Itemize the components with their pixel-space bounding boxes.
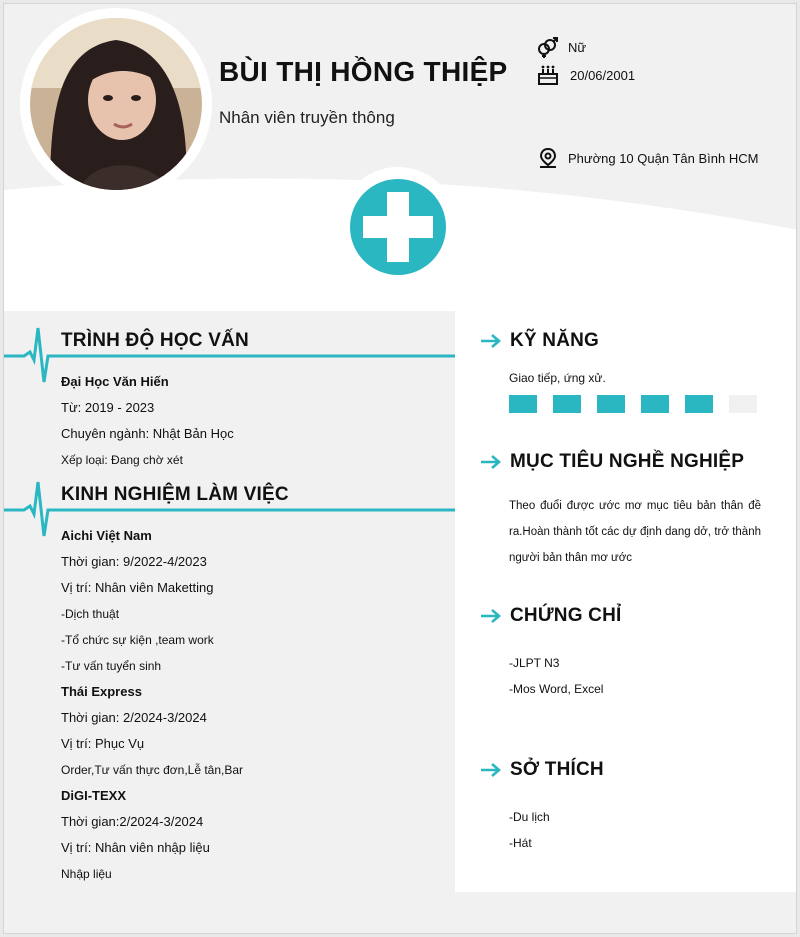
skill-name: Giao tiếp, ứng xử. — [509, 371, 606, 385]
objective-title: MỤC TIÊU NGHỀ NGHIỆP — [510, 451, 745, 472]
avatar — [30, 18, 202, 190]
address-info — [538, 147, 758, 169]
job-time: Thời gian:2/2024-3/2024 — [61, 814, 204, 829]
gender-value: Nữ — [568, 39, 587, 55]
hobby-item: -Hát — [509, 836, 532, 850]
arrow-right-icon — [480, 454, 502, 470]
school-name: Đại Học Văn Hiến — [61, 374, 169, 389]
job-position: Vị trí: Nhân viên Maketting — [61, 580, 214, 595]
hobbies-title: SỞ THÍCH — [510, 759, 604, 780]
skill-level-bar — [509, 395, 757, 413]
cv-page — [3, 3, 797, 934]
birthday-cake-icon — [536, 64, 560, 86]
skill-level-segment — [641, 395, 669, 413]
candidate-name: BÙI THỊ HỒNG THIỆP — [219, 56, 508, 87]
job-duty: -Tư vấn tuyển sinh — [61, 659, 162, 673]
experience-title: KINH NGHIỆM LÀM VIỆC — [61, 484, 289, 505]
education-rank: Xếp loại: Đang chờ xét — [61, 453, 183, 467]
certificates-title: CHỨNG CHỈ — [510, 605, 622, 626]
bottom-strip — [455, 892, 797, 934]
certificate-item: -Mos Word, Excel — [509, 682, 604, 696]
location-pin-icon — [538, 147, 558, 169]
gender-info — [536, 36, 586, 58]
gender-icon — [536, 36, 558, 58]
job-company: Thái Express — [61, 684, 142, 699]
hobby-item: -Du lịch — [509, 810, 550, 824]
job-position: Vị trí: Nhân viên nhập liệu — [61, 840, 210, 855]
objective-text: Theo đuổi được ước mơ mục tiêu bản thân đề ra.Hoàn thành tốt các dự định dang dở, trở thành người bản thân mơ ước — [509, 500, 761, 564]
job-duty: -Dịch thuật — [61, 607, 120, 621]
job-time: Thời gian: 2/2024-3/2024 — [61, 710, 207, 725]
job-company: DiGI-TEXX — [61, 788, 127, 803]
address-value: Phường 10 Quận Tân Bình HCM — [568, 150, 759, 166]
job-position: Vị trí: Phục Vụ — [61, 736, 145, 751]
arrow-right-icon — [480, 333, 502, 349]
education-title: TRÌNH ĐỘ HỌC VẤN — [61, 330, 249, 351]
skill-level-segment — [685, 395, 713, 413]
skills-title: KỸ NĂNG — [510, 330, 600, 351]
education-major: Chuyên ngành: Nhật Bản Học — [61, 426, 234, 441]
education-period: Từ: 2019 - 2023 — [61, 400, 155, 415]
arrow-right-icon — [480, 762, 502, 778]
job-duty: Nhập liệu — [61, 867, 112, 881]
skill-level-segment — [553, 395, 581, 413]
birthday-value: 20/06/2001 — [570, 67, 636, 83]
certificate-item: -JLPT N3 — [509, 656, 560, 670]
birthday-info — [536, 64, 635, 86]
job-time: Thời gian: 9/2022-4/2023 — [61, 554, 207, 569]
job-duty: -Tổ chức sự kiện ,team work — [61, 633, 214, 647]
skill-level-segment — [597, 395, 625, 413]
job-title: Nhân viên truyền thông — [219, 108, 395, 127]
arrow-right-icon — [480, 608, 502, 624]
skill-level-segment — [509, 395, 537, 413]
skill-level-segment — [729, 395, 757, 413]
job-company: Aichi Việt Nam — [61, 528, 152, 543]
medical-cross-icon — [350, 179, 446, 275]
job-duty: Order,Tư vấn thực đơn,Lễ tân,Bar — [61, 763, 244, 777]
